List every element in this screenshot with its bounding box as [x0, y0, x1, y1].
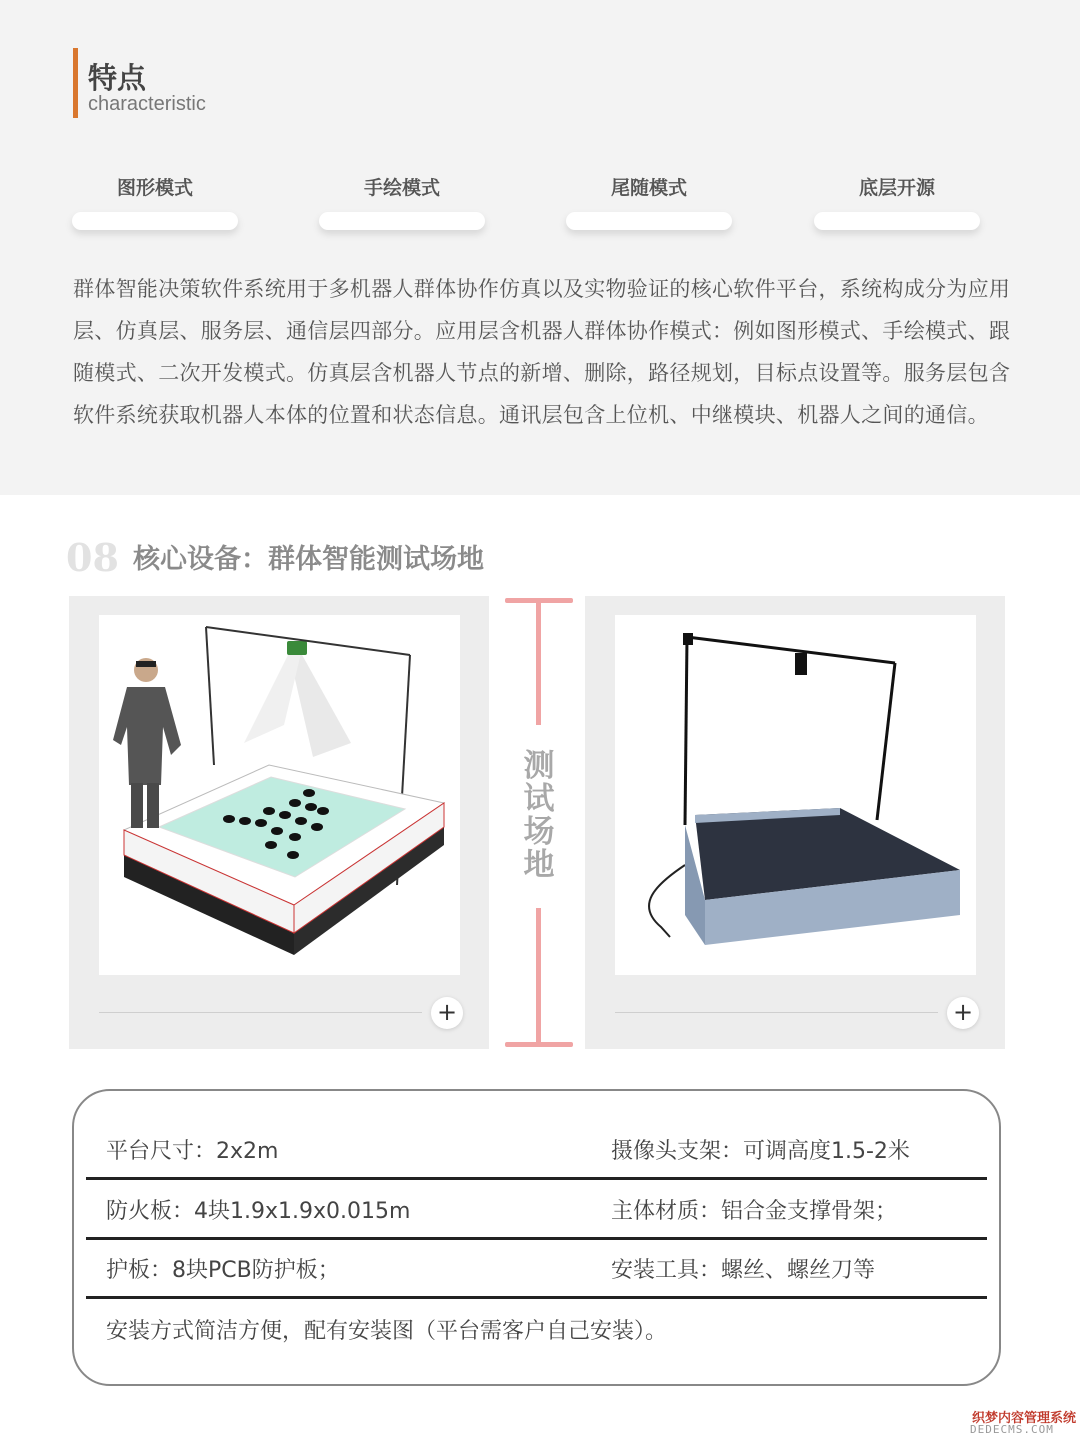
product-card-render	[69, 596, 489, 1049]
spec-row	[86, 1182, 987, 1240]
divider-line-bottom	[536, 908, 541, 1046]
title-accent-bar	[73, 48, 78, 118]
specs-table	[72, 1089, 1001, 1386]
spec-left: 平台尺寸：2x2m	[106, 1139, 279, 1164]
expand-button[interactable]: +	[947, 997, 979, 1029]
features-description: 群体智能决策软件系统用于多机器人群体协作仿真以及实物验证的核心软件平台，系统构成分为应用层、仿真层、服务层、通信层四部分。应用层含机器人群体协作模式：例如图形模式、手绘模式、跟随模式、二次开发模式。仿真层含机器人节点的新增、删除，路径规划，目标点设置等。服务层包含软件系统获取机器人本体的位置和状态信息。通讯层包含上位机、中继模块、机器人之间的通信。	[73, 277, 1011, 427]
section-title: 特点	[88, 61, 147, 95]
watermark-url: DEDECMS.COM	[970, 1423, 1054, 1436]
spec-left: 护板：8块PCB防护板；	[106, 1258, 340, 1283]
features-section	[0, 0, 1080, 495]
spec-left: 防火板：4块1.9x1.9x0.015m	[106, 1199, 411, 1224]
watermark-text: 织梦内容管理系统	[972, 1411, 1077, 1426]
mode-label: 手绘模式	[363, 177, 440, 199]
photo-image	[615, 615, 976, 975]
spec-right: 安装工具：螺丝、螺丝刀等	[611, 1258, 876, 1283]
mode-tab-opensource[interactable]	[814, 174, 980, 234]
mode-pill	[72, 212, 238, 230]
product-card-photo	[585, 596, 1005, 1049]
spec-right: 摄像头支架：可调高度1.5-2米	[611, 1139, 910, 1164]
mode-label: 底层开源	[858, 177, 935, 199]
spec-left: 安装方式简洁方便，配有安装图（平台需客户自己安装）。	[106, 1319, 668, 1344]
mode-tab-graphic[interactable]	[72, 174, 238, 234]
mode-pill	[319, 212, 485, 230]
mode-label: 尾随模式	[610, 177, 687, 199]
mode-pill	[566, 212, 732, 230]
spec-right: 主体材质：铝合金支撑骨架；	[611, 1199, 898, 1224]
spec-row	[86, 1241, 987, 1299]
section-number: 08	[66, 535, 119, 580]
section-subtitle: characteristic	[88, 93, 206, 115]
divider-label	[520, 750, 558, 882]
divider-line-top	[536, 600, 541, 725]
card-divider-line	[99, 1012, 422, 1013]
section-heading: 核心设备：群体智能测试场地	[133, 544, 484, 575]
render-image	[99, 615, 460, 975]
mode-label: 图形模式	[116, 177, 193, 199]
expand-button[interactable]: +	[431, 997, 463, 1029]
divider-char: 测	[523, 748, 555, 784]
divider-char: 试	[523, 781, 555, 817]
divider-char: 地	[523, 847, 555, 883]
mode-pill	[814, 212, 980, 230]
card-divider-line	[615, 1012, 938, 1013]
mode-tab-handdraw[interactable]	[319, 174, 485, 234]
divider-cap-bottom	[505, 1042, 573, 1047]
mode-tab-follow[interactable]	[566, 174, 732, 234]
spec-row	[86, 1302, 987, 1360]
divider-char: 场	[523, 814, 555, 850]
spec-row	[86, 1122, 987, 1180]
